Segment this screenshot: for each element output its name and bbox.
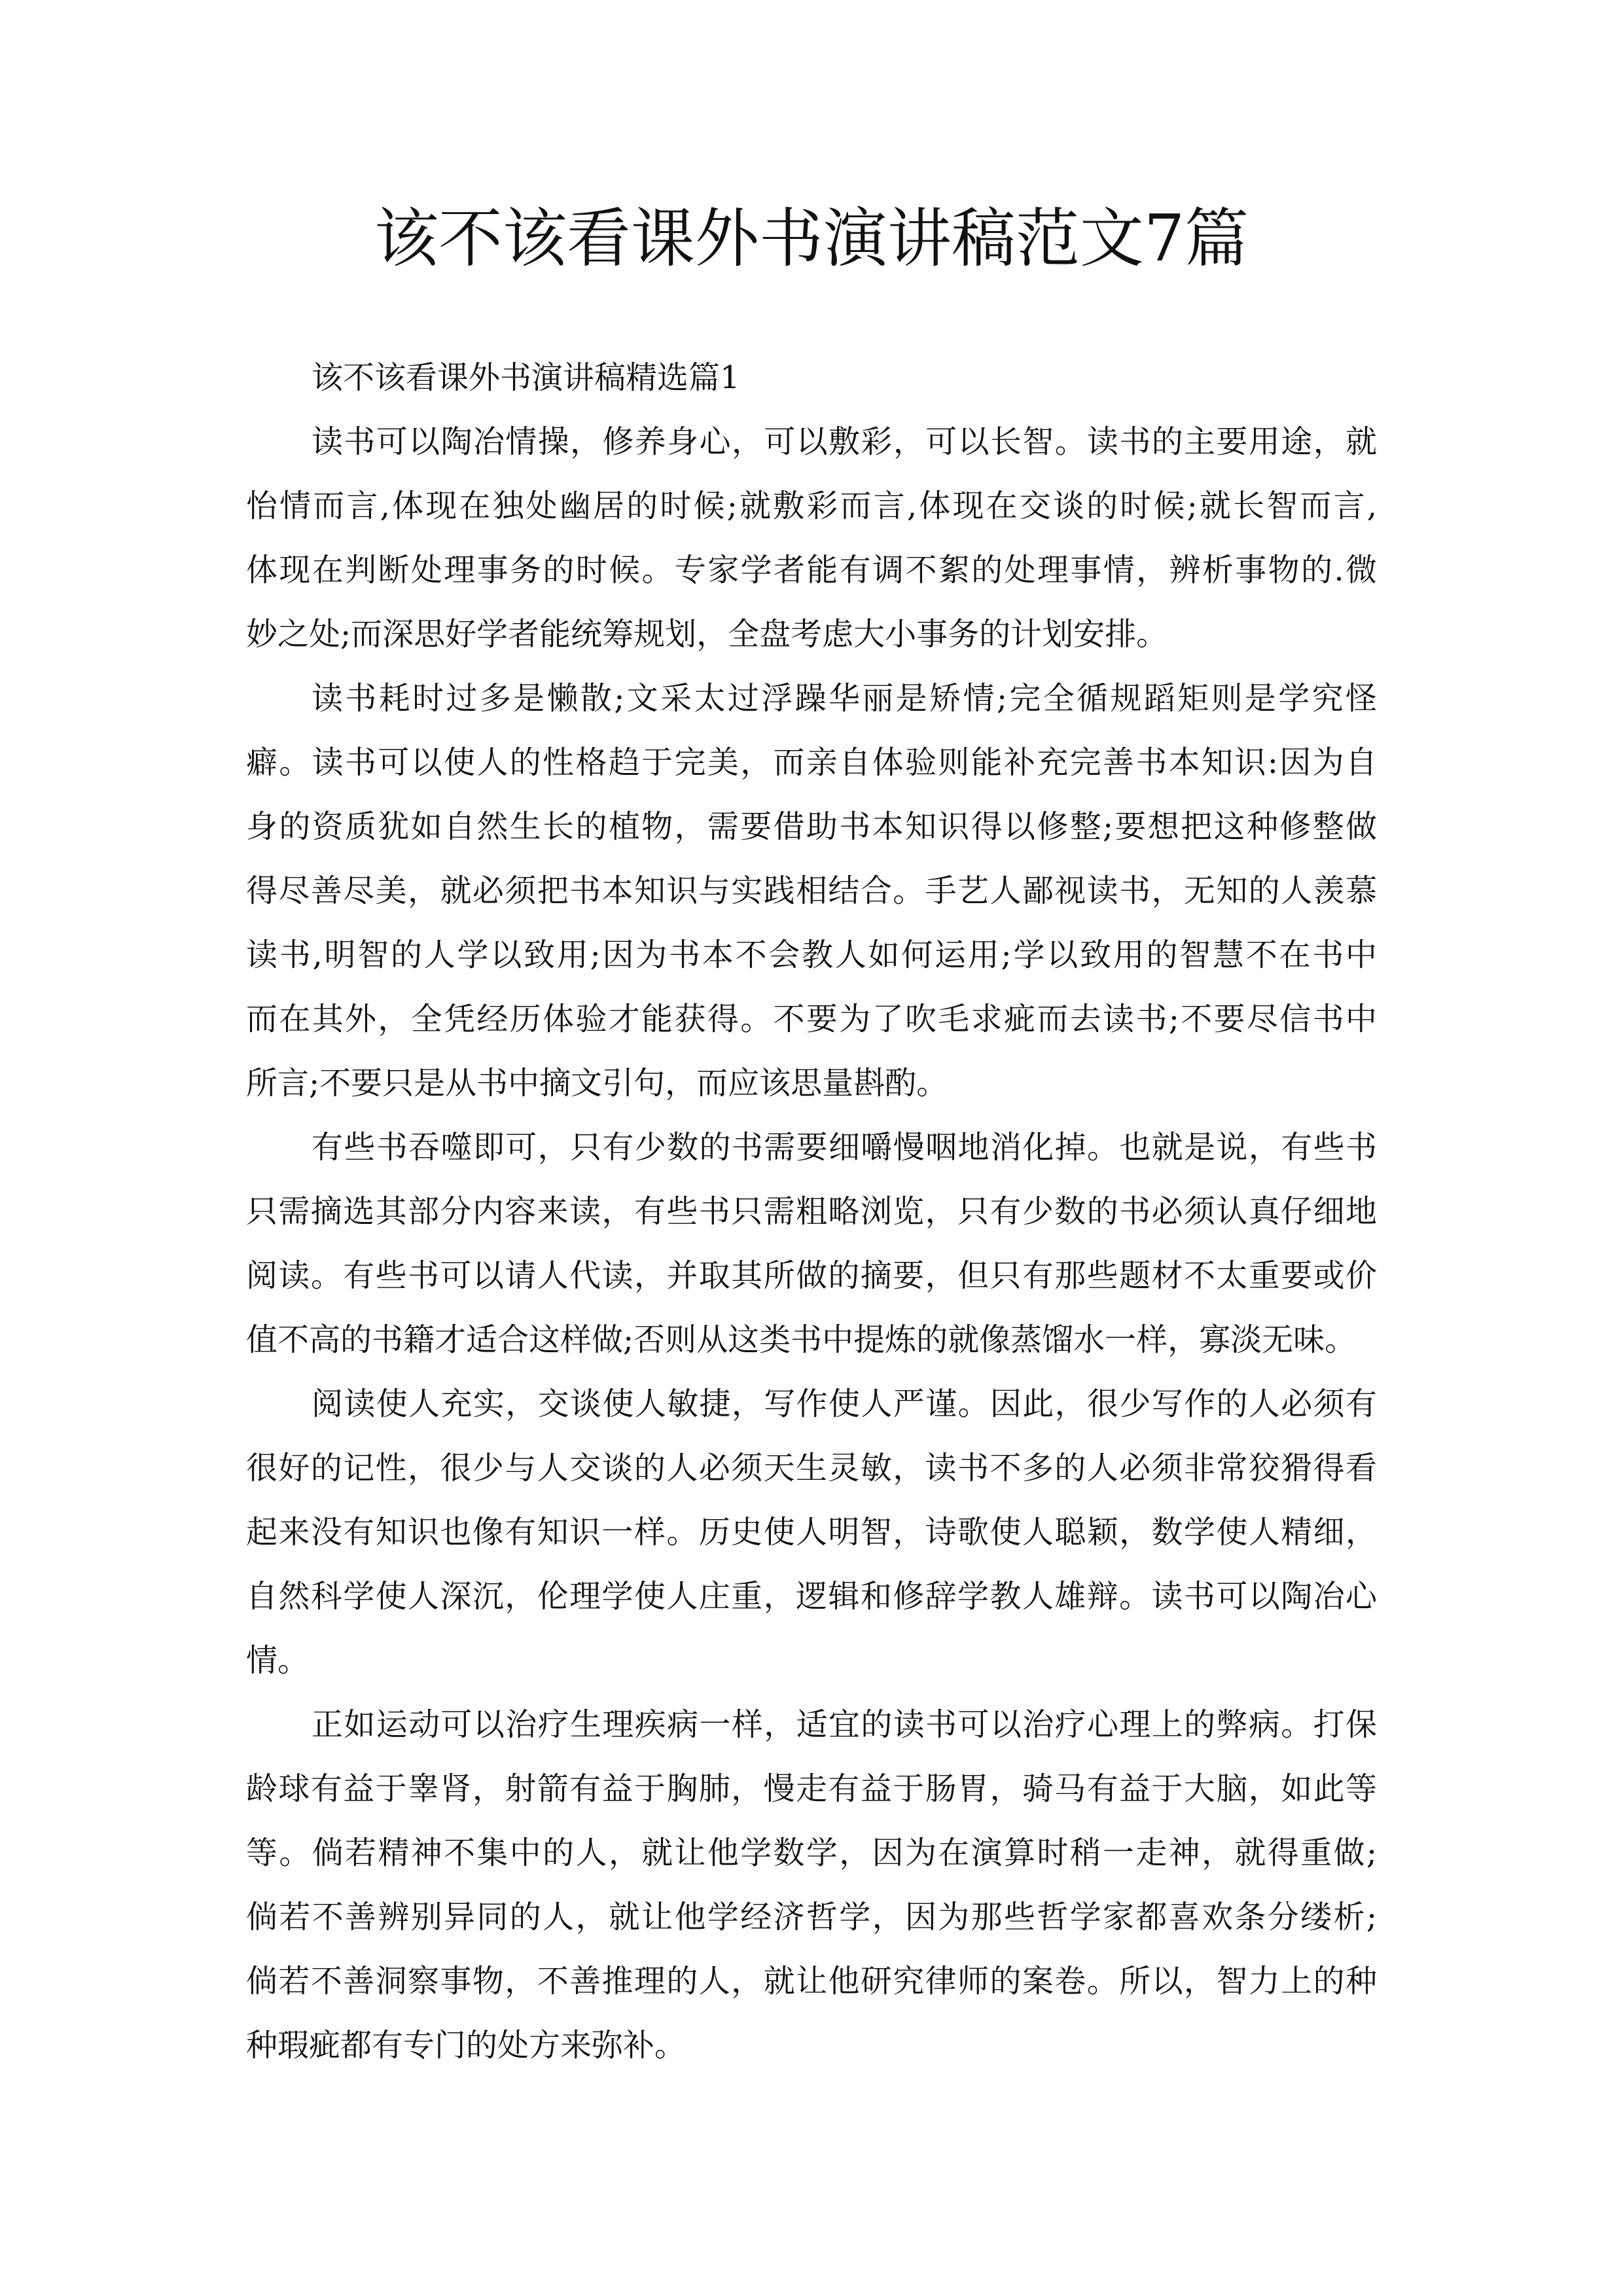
paragraph-line: 情。	[246, 1642, 310, 1679]
paragraph	[246, 1693, 1377, 2077]
paragraph-line: 身的资质犹如自然生长的植物，需要借助书本知识得以修整;要想把这种修整做	[246, 808, 1377, 845]
paragraph	[246, 1372, 1377, 1693]
paragraph-line: 起来没有知识也像有知识一样。历史使人明智，诗歌使人聪颖，数学使人精细，	[246, 1514, 1377, 1551]
document-body	[246, 346, 1377, 2077]
paragraph-line: 所言;不要只是从书中摘文引句，而应该思量斟酌。	[246, 1065, 948, 1102]
paragraph-line: 倘若不善洞察事物，不善推理的人，就让他研究律师的案卷。所以，智力上的种	[246, 1963, 1377, 2000]
section-heading: 该不该看课外书演讲稿精选篇1	[312, 359, 740, 396]
paragraph-line: 只需摘选其部分内容来读，有些书只需粗略浏览，只有少数的书必须认真仔细地	[246, 1193, 1377, 1230]
paragraph-line: 怡情而言,体现在独处幽居的时候;就敷彩而言,体现在交谈的时候;就长智而言,	[246, 488, 1377, 524]
paragraph	[246, 666, 1377, 1115]
paragraph	[246, 410, 1377, 666]
paragraphs	[246, 410, 1377, 2077]
paragraph-line: 自然科学使人深沉，伦理学使人庄重，逻辑和修辞学教人雄辩。读书可以陶冶心	[246, 1578, 1377, 1615]
paragraph-line: 妙之处;而深思好学者能统筹规划，全盘考虑大小事务的计划安排。	[246, 616, 1168, 653]
paragraph	[246, 1115, 1377, 1372]
document-title: 该不该看课外书演讲稿范文7篇	[374, 202, 1249, 276]
paragraph-line: 读书耗时过多是懒散;文采太过浮躁华丽是矫情;完全循规蹈矩则是学究怪	[312, 680, 1377, 717]
paragraph-line: 值不高的书籍才适合这样做;否则从这类书中提炼的就像蒸馏水一样，寡淡无味。	[246, 1321, 1357, 1358]
paragraph-line: 读书,明智的人学以致用;因为书本不会教人如何运用;学以致用的智慧不在书中	[246, 937, 1377, 973]
paragraph-line: 倘若不善辨别异同的人，就让他学经济哲学，因为那些哲学家都喜欢条分缕析;	[246, 1899, 1377, 1935]
paragraph-line: 体现在判断处理事务的时候。专家学者能有调不絮的处理事情，辨析事物的.微	[246, 552, 1377, 588]
paragraph-line: 正如运动可以治疗生理疾病一样，适宜的读书可以治疗心理上的弊病。打保	[312, 1706, 1377, 1743]
paragraph-line: 龄球有益于睾肾，射箭有益于胸肺，慢走有益于肠胃，骑马有益于大脑，如此等	[246, 1770, 1377, 1807]
paragraph-line: 很好的记性，很少与人交谈的人必须天生灵敏，读书不多的人必须非常狡猾得看	[246, 1450, 1377, 1486]
paragraph-line: 种瑕疵都有专门的处方来弥补。	[246, 2027, 687, 2064]
paragraph-line: 癖。读书可以使人的性格趋于完美，而亲自体验则能补充完善书本知识:因为自	[246, 744, 1377, 781]
paragraph-line: 阅读。有些书可以请人代读，并取其所做的摘要，但只有那些题材不太重要或价	[246, 1257, 1377, 1294]
paragraph-line: 阅读使人充实，交谈使人敏捷，写作使人严谨。因此，很少写作的人必须有	[312, 1386, 1377, 1422]
paragraph-line: 有些书吞噬即可，只有少数的书需要细嚼慢咽地消化掉。也就是说，有些书	[312, 1129, 1377, 1166]
paragraph-line: 得尽善尽美，就必须把书本知识与实践相结合。手艺人鄙视读书，无知的人羡慕	[246, 872, 1377, 909]
paragraph-line: 而在其外，全凭经历体验才能获得。不要为了吹毛求疵而去读书;不要尽信书中	[246, 1001, 1377, 1037]
paragraph-line: 读书可以陶冶情操，修养身心，可以敷彩，可以长智。读书的主要用途，就	[312, 423, 1377, 460]
paragraph-line: 等。倘若精神不集中的人，就让他学数学，因为在演算时稍一走神，就得重做;	[246, 1835, 1377, 1871]
